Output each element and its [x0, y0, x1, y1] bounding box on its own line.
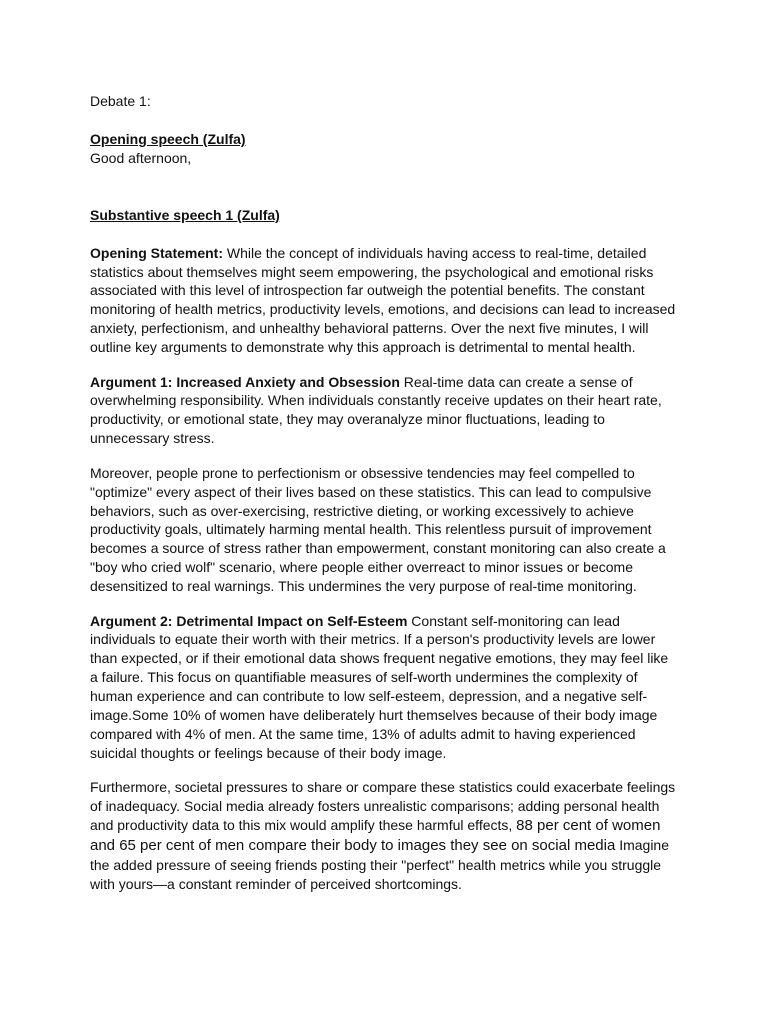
societal-pressures-text-a: Furthermore, societal pressures to share or compare these statistics could exacerbate feelings of inadequacy. Social media already fosters unrealistic comparisons; adding personal health and productivity data to this mix would amplify these harmful effects,: [90, 779, 676, 834]
opening-statement-lead: Opening Statement:: [90, 244, 224, 261]
social-media-statistic: 88 per cent of women and 65 per cent of men compare their body to images they see on social media: [90, 817, 661, 854]
argument-1-paragraph: [90, 373, 678, 449]
opening-speech-heading: Opening speech (Zulfa): [90, 130, 246, 147]
argument-2-text: Constant self-monitoring can lead individuals to equate their worth with their metrics. If a person's productivity levels are lower than expected, or if their emotional data shows frequent negative emotions, they may feel like a failure. This focus on quantifiable measures of self-worth undermines the complexity of human experience and can contribute to low self-esteem, depression, and a negative self-image.Some 10% of women have deliberately hurt themselves because of their body image compared with 4% of men. At the same time, 13% of adults admit to having experienced suicidal thoughts or feelings because of their body image.: [90, 612, 669, 761]
argument-1-text: Real-time data can create a sense of overwhelming responsibility. When individuals constantly receive updates on their heart rate, productivity, or emotional state, they may overanalyze minor fluctuations, leading to unnecessary stress.: [90, 373, 662, 447]
argument-2-paragraph: [90, 612, 678, 763]
argument-1-lead: Argument 1: Increased Anxiety and Obsession: [90, 373, 400, 390]
opening-statement-text: While the concept of individuals having access to real-time, detailed statistics about themselves might seem empowering, the psychological and emotional risks associated with this level of introspection far outweigh the potential benefits. The constant monitoring of health metrics, productivity levels, emotions, and decisions can lead to increased anxiety, perfectionism, and unhealthy behavioral patterns. Over the next five minutes, I will outline key arguments to demonstrate why this approach is detrimental to mental health.: [90, 244, 676, 356]
societal-pressures-paragraph: [90, 778, 678, 893]
argument-2-lead: Argument 2: Detrimental Impact on Self-Esteem: [90, 612, 408, 629]
substantive-speech-heading: Substantive speech 1 (Zulfa): [90, 206, 280, 223]
debate-title: Debate 1:: [90, 93, 151, 109]
opening-statement-paragraph: [90, 244, 678, 357]
societal-pressures-text-c: Imagine the added pressure of seeing friends posting their "perfect" health metrics while you struggle with yours—a constant reminder of perceived shortcomings.: [90, 837, 670, 892]
greeting-text: Good afternoon,: [90, 149, 192, 166]
perfectionism-paragraph: Moreover, people prone to perfectionism or obsessive tendencies may feel compelled to "optimize" every aspect of their lives based on these statistics. This can lead to compulsive behaviors, such as over-exercising, restrictive dieting, or working excessively to achieve productivity goals, ultimately harming mental health. This relentless pursuit of improvement becomes a source of stress rather than empowerment, constant monitoring can also create a "boy who cried wolf" scenario, where people either overreact to minor issues or become desensitized to real warnings. This undermines the very purpose of real-time monitoring.: [90, 464, 666, 595]
